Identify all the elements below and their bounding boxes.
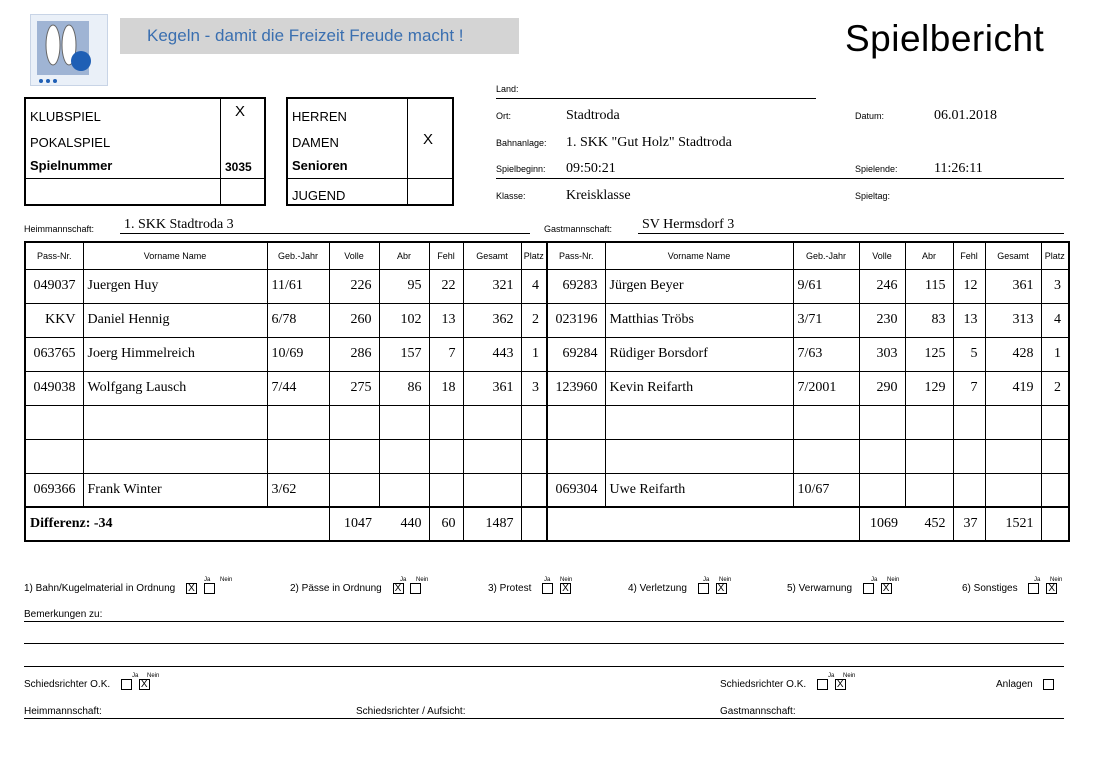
gast-cell	[985, 473, 1041, 507]
land-label: Land:	[496, 84, 519, 94]
check-verwarnung	[787, 577, 900, 595]
sr-signature-label: Schiedsrichter / Aufsicht:	[356, 706, 466, 717]
gast-cell: 7/2001	[793, 371, 859, 405]
gast-cell	[953, 473, 985, 507]
heim-cell: 1	[521, 337, 547, 371]
ja-checkbox[interactable]	[121, 679, 132, 690]
gast-cell	[953, 439, 985, 473]
check-label: 1) Bahn/Kugelmaterial in Ordnung	[24, 583, 176, 595]
sr-ok-left	[24, 673, 160, 691]
gast-cell: 428	[985, 337, 1041, 371]
col-header: Gesamt	[463, 242, 521, 269]
gast-cell: 115	[905, 269, 953, 303]
spielbeginn-label: Spielbeginn:	[496, 164, 546, 174]
gast-cell: 12	[953, 269, 985, 303]
check-paesse	[290, 577, 429, 595]
heim-cell	[25, 405, 83, 439]
heim-cell: 260	[329, 303, 379, 337]
nein-checkbox[interactable]: X	[881, 583, 892, 594]
heim-cell	[429, 405, 463, 439]
heim-cell: 11/61	[267, 269, 329, 303]
gast-cell	[605, 439, 793, 473]
senioren-label: Senioren	[292, 158, 348, 173]
slogan-banner: Kegeln - damit die Freizeit Freude macht !	[120, 18, 519, 54]
ja-label: Ja	[204, 577, 211, 583]
gast-cell: 3/71	[793, 303, 859, 337]
damen-label: DAMEN	[292, 135, 339, 150]
spielbeginn-value: 09:50:21	[566, 161, 616, 176]
ja-checkbox[interactable]	[542, 583, 553, 594]
klasse-value: Kreisklasse	[566, 188, 631, 203]
heim-cell: 361	[463, 371, 521, 405]
heim-cell	[267, 405, 329, 439]
ort-label: Ort:	[496, 111, 511, 121]
gast-cell: 3	[1041, 269, 1069, 303]
gast-cell	[905, 473, 953, 507]
check-label: 5) Verwarnung	[787, 583, 853, 595]
heim-cell	[83, 405, 267, 439]
table-header	[25, 242, 1069, 269]
gast-cell	[953, 405, 985, 439]
total-volle-heim: 1047	[344, 516, 372, 531]
anlagen	[996, 679, 1054, 690]
check-label: 6) Sonstiges	[962, 583, 1018, 595]
gast-cell: Kevin Reifarth	[605, 371, 793, 405]
gast-cell	[905, 405, 953, 439]
gast-cell: 230	[859, 303, 905, 337]
gast-cell: 7	[953, 371, 985, 405]
col-header: Abr	[379, 242, 429, 269]
table-row	[25, 269, 1069, 303]
heim-cell: 22	[429, 269, 463, 303]
check-label: 3) Protest	[488, 583, 532, 595]
ja-label: Ja	[400, 577, 407, 583]
ja-checkbox[interactable]	[817, 679, 828, 690]
gast-signature-label: Gastmannschaft:	[720, 706, 796, 717]
check-verletzung	[628, 577, 732, 595]
gast-cell: 1	[1041, 337, 1069, 371]
heim-cell: 102	[379, 303, 429, 337]
datum-value: 06.01.2018	[934, 108, 997, 123]
gast-cell	[547, 439, 605, 473]
nein-label: Nein	[887, 577, 900, 583]
bahnanlage-value: 1. SKK "Gut Holz" Stadtroda	[566, 135, 732, 150]
gast-cell	[793, 439, 859, 473]
ja-label: Ja	[828, 673, 835, 679]
heim-cell: 3/62	[267, 473, 329, 507]
heim-cell: 286	[329, 337, 379, 371]
heim-cell	[463, 405, 521, 439]
heim-cell	[25, 439, 83, 473]
heim-cell	[329, 473, 379, 507]
heim-cell: 3	[521, 371, 547, 405]
klasse-label: Klasse:	[496, 191, 526, 201]
anlagen-label: Anlagen	[996, 679, 1033, 691]
col-header: Fehl	[953, 242, 985, 269]
klubspiel-mark[interactable]: X	[235, 103, 246, 120]
heim-cell: Daniel Hennig	[83, 303, 267, 337]
gast-cell: 5	[953, 337, 985, 371]
ja-checkbox[interactable]	[863, 583, 874, 594]
heim-cell	[267, 439, 329, 473]
heim-cell: 049037	[25, 269, 83, 303]
sr-ok-right	[720, 673, 856, 691]
ja-checkbox[interactable]: X	[186, 583, 197, 594]
heim-cell: 443	[463, 337, 521, 371]
heim-cell: 95	[379, 269, 429, 303]
gast-cell: 69284	[547, 337, 605, 371]
table-row	[25, 405, 1069, 439]
total-fehl-gast: 37	[953, 507, 985, 541]
gast-cell	[1041, 405, 1069, 439]
heim-cell	[463, 473, 521, 507]
ja-label: Ja	[703, 577, 710, 583]
gast-cell: Uwe Reifarth	[605, 473, 793, 507]
sr-ok-label: Schiedsrichter O.K.	[720, 679, 807, 691]
col-header: Volle	[859, 242, 905, 269]
heim-cell: 6/78	[267, 303, 329, 337]
gast-cell: 2	[1041, 371, 1069, 405]
spielnummer-value: 3035	[225, 160, 252, 174]
heim-cell: 7	[429, 337, 463, 371]
nein-checkbox[interactable]	[204, 583, 215, 594]
bahnanlage-label: Bahnanlage:	[496, 138, 547, 148]
heim-value: 1. SKK Stadtroda 3	[124, 217, 234, 232]
gast-cell: 7/63	[793, 337, 859, 371]
spielende-label: Spielende:	[855, 164, 898, 174]
check-label: 2) Pässe in Ordnung	[290, 583, 382, 595]
klubspiel-label: KLUBSPIEL	[30, 109, 101, 124]
ort-value: Stadtroda	[566, 108, 620, 123]
heim-cell: 321	[463, 269, 521, 303]
heim-cell	[329, 439, 379, 473]
gast-cell: Matthias Tröbs	[605, 303, 793, 337]
check-bahn	[24, 577, 233, 595]
table-row	[25, 337, 1069, 371]
page-title: Spielbericht	[845, 18, 1045, 59]
ja-checkbox[interactable]	[698, 583, 709, 594]
gast-cell: 125	[905, 337, 953, 371]
gast-cell	[905, 439, 953, 473]
heim-cell: 10/69	[267, 337, 329, 371]
nein-checkbox[interactable]: X	[560, 583, 571, 594]
heim-cell: Frank Winter	[83, 473, 267, 507]
col-header: Gesamt	[985, 242, 1041, 269]
gast-label: Gastmannschaft:	[544, 224, 613, 234]
heim-cell	[521, 439, 547, 473]
gast-cell	[605, 405, 793, 439]
col-header: Vorname Name	[83, 242, 267, 269]
damen-mark[interactable]: X	[423, 131, 434, 148]
total-abr-heim: 440	[400, 516, 422, 531]
gast-cell: 361	[985, 269, 1041, 303]
gast-cell: 023196	[547, 303, 605, 337]
gast-cell	[1041, 439, 1069, 473]
heim-cell: 13	[429, 303, 463, 337]
gast-cell	[985, 439, 1041, 473]
gast-cell	[985, 405, 1041, 439]
table-row	[25, 303, 1069, 337]
heim-cell: 362	[463, 303, 521, 337]
heim-cell: 049038	[25, 371, 83, 405]
col-header: Vorname Name	[605, 242, 793, 269]
table-row	[25, 371, 1069, 405]
heim-cell	[379, 439, 429, 473]
gast-cell: 246	[859, 269, 905, 303]
col-header: Geb.-Jahr	[267, 242, 329, 269]
heim-signature-label: Heimmannschaft:	[24, 706, 102, 717]
gast-cell: 10/67	[793, 473, 859, 507]
total-fehl-heim: 60	[429, 507, 463, 541]
ja-label: Ja	[132, 673, 139, 679]
gast-cell: Rüdiger Borsdorf	[605, 337, 793, 371]
col-header: Pass-Nr.	[547, 242, 605, 269]
col-header: Fehl	[429, 242, 463, 269]
check-label: 4) Verletzung	[628, 583, 687, 595]
heim-cell	[429, 439, 463, 473]
gast-cell: 129	[905, 371, 953, 405]
gast-cell: 123960	[547, 371, 605, 405]
heim-cell: 275	[329, 371, 379, 405]
nein-label: Nein	[719, 577, 732, 583]
nein-checkbox[interactable]: X	[1046, 583, 1057, 594]
differenz-label: Differenz: -34	[25, 507, 329, 541]
col-header: Geb.-Jahr	[793, 242, 859, 269]
heim-cell	[521, 405, 547, 439]
gast-cell: 069304	[547, 473, 605, 507]
nein-checkbox[interactable]: X	[835, 679, 846, 690]
nein-label: Nein	[220, 577, 233, 583]
gast-cell: 13	[953, 303, 985, 337]
table-row	[25, 439, 1069, 473]
datum-label: Datum:	[855, 111, 885, 121]
col-header: Platz	[1041, 242, 1069, 269]
gast-cell: 69283	[547, 269, 605, 303]
heim-cell: 226	[329, 269, 379, 303]
nein-label: Nein	[147, 673, 160, 679]
heim-cell: 4	[521, 269, 547, 303]
nein-checkbox[interactable]: X	[139, 679, 150, 690]
herren-label: HERREN	[292, 109, 347, 124]
totals-row	[25, 507, 1069, 541]
gast-cell	[793, 405, 859, 439]
nein-label: Nein	[1050, 577, 1063, 583]
heim-cell	[379, 473, 429, 507]
heim-cell: 2	[521, 303, 547, 337]
heim-cell: Joerg Himmelreich	[83, 337, 267, 371]
heim-cell: 157	[379, 337, 429, 371]
heim-cell: 069366	[25, 473, 83, 507]
heim-cell	[83, 439, 267, 473]
gast-value: SV Hermsdorf 3	[642, 217, 735, 232]
ja-label: Ja	[871, 577, 878, 583]
total-abr-gast: 452	[924, 516, 946, 531]
gast-cell: 303	[859, 337, 905, 371]
heim-cell: 86	[379, 371, 429, 405]
nein-label: Nein	[416, 577, 429, 583]
total-gesamt-heim: 1487	[463, 507, 521, 541]
ja-label: Ja	[1034, 577, 1041, 583]
table-row	[25, 473, 1069, 507]
heim-cell: 063765	[25, 337, 83, 371]
heim-cell: Wolfgang Lausch	[83, 371, 267, 405]
heim-cell	[379, 405, 429, 439]
bemerkungen-label: Bemerkungen zu:	[24, 609, 103, 620]
tkv-logo	[30, 14, 108, 86]
gast-cell: 4	[1041, 303, 1069, 337]
total-volle-gast: 1069	[870, 516, 898, 531]
gast-cell	[859, 439, 905, 473]
heim-cell	[521, 473, 547, 507]
nein-checkbox[interactable]: X	[716, 583, 727, 594]
spieltag-label: Spieltag:	[855, 191, 891, 201]
total-empty	[521, 507, 547, 541]
heim-label: Heimmannschaft:	[24, 224, 95, 234]
ja-checkbox[interactable]	[1028, 583, 1039, 594]
col-header: Volle	[329, 242, 379, 269]
col-header: Abr	[905, 242, 953, 269]
anlagen-checkbox[interactable]	[1043, 679, 1054, 690]
total-empty	[547, 507, 859, 541]
gast-cell	[859, 405, 905, 439]
ja-label: Ja	[544, 577, 551, 583]
check-protest	[488, 577, 573, 595]
gast-cell	[1041, 473, 1069, 507]
gast-cell	[859, 473, 905, 507]
nein-label: Nein	[843, 673, 856, 679]
gast-cell: 313	[985, 303, 1041, 337]
heim-cell: 7/44	[267, 371, 329, 405]
nein-checkbox[interactable]	[410, 583, 421, 594]
heim-cell	[463, 439, 521, 473]
pokalspiel-label: POKALSPIEL	[30, 135, 111, 150]
gast-cell: 9/61	[793, 269, 859, 303]
col-header: Pass-Nr.	[25, 242, 83, 269]
check-sonstiges	[962, 577, 1063, 595]
col-header: Platz	[521, 242, 547, 269]
heim-cell: 18	[429, 371, 463, 405]
jugend-label: JUGEND	[292, 188, 346, 203]
heim-cell	[429, 473, 463, 507]
total-gesamt-gast: 1521	[985, 507, 1041, 541]
spielnummer-label: Spielnummer	[30, 158, 113, 173]
total-empty	[1041, 507, 1069, 541]
results-table	[24, 241, 1070, 542]
gast-cell: 419	[985, 371, 1041, 405]
nein-label: Nein	[560, 577, 573, 583]
heim-cell: Juergen Huy	[83, 269, 267, 303]
gast-cell: 83	[905, 303, 953, 337]
gast-cell: 290	[859, 371, 905, 405]
heim-cell	[329, 405, 379, 439]
sr-ok-label: Schiedsrichter O.K.	[24, 679, 111, 691]
ja-checkbox[interactable]: X	[393, 583, 404, 594]
heim-cell: KKV	[25, 303, 83, 337]
spielende-value: 11:26:11	[934, 161, 983, 176]
gast-cell	[547, 405, 605, 439]
gast-cell: Jürgen Beyer	[605, 269, 793, 303]
